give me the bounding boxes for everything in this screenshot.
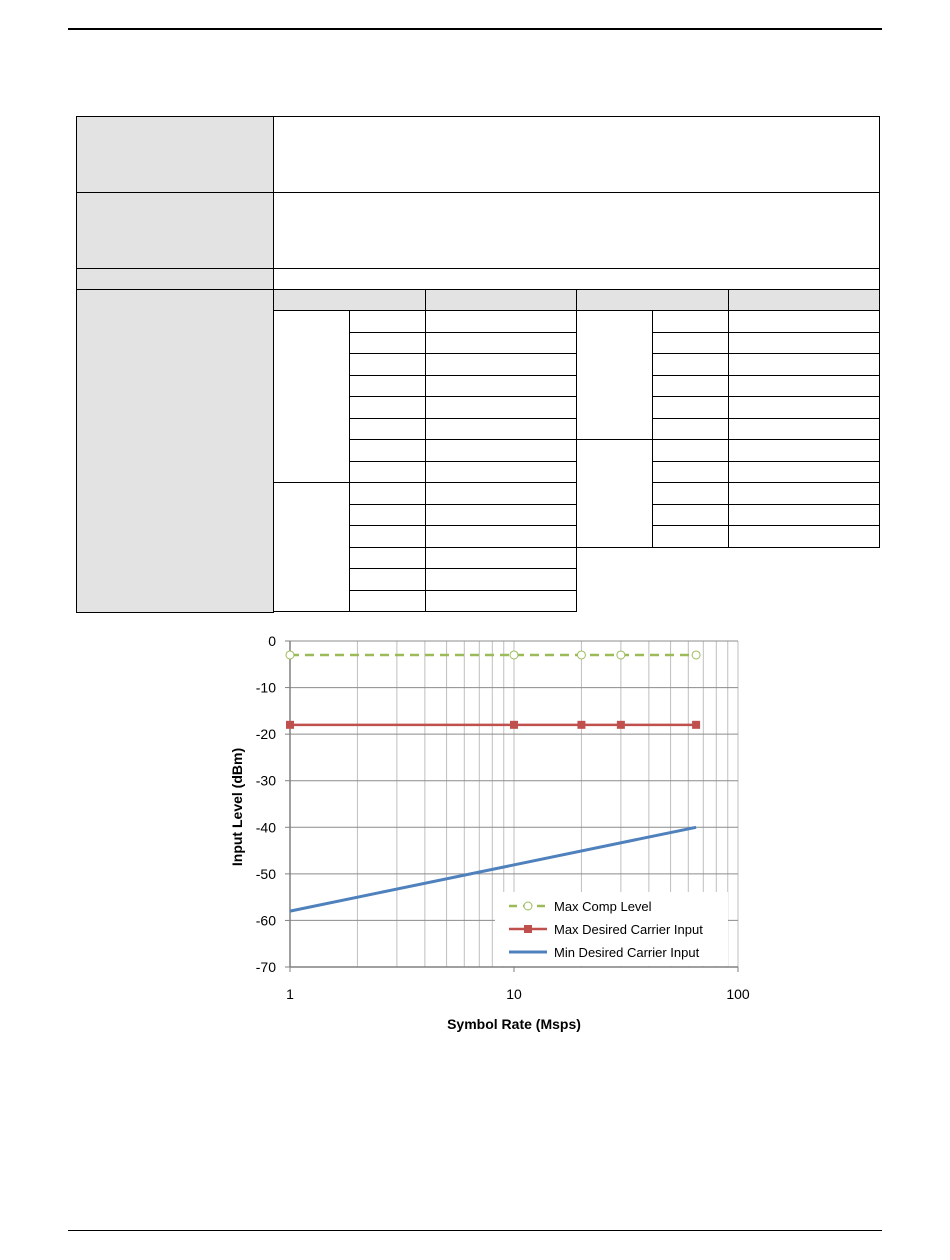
subtable-cell bbox=[349, 311, 425, 333]
spec-label-cell bbox=[77, 117, 274, 193]
x-tick-label: 10 bbox=[506, 986, 522, 1002]
subtable-header bbox=[425, 290, 576, 311]
subtable-cell bbox=[652, 397, 728, 419]
subtable-cell bbox=[728, 311, 879, 333]
subtable-cell bbox=[652, 311, 728, 333]
subtable-cell bbox=[728, 332, 879, 354]
subtable-cell bbox=[349, 461, 425, 483]
y-tick-label: -50 bbox=[255, 865, 276, 882]
group-cell bbox=[274, 311, 349, 483]
data-point bbox=[286, 721, 294, 729]
y-tick-label: -30 bbox=[255, 772, 276, 789]
legend-label: Max Comp Level bbox=[554, 899, 652, 914]
subtable-cell bbox=[652, 483, 728, 505]
y-tick-label: -20 bbox=[255, 726, 276, 743]
spec-label-cell bbox=[77, 193, 274, 269]
subtable-cell bbox=[652, 504, 728, 526]
subtable-cell bbox=[349, 547, 425, 569]
subtable-cell bbox=[652, 461, 728, 483]
spec-value-cell bbox=[274, 193, 880, 269]
header-rule bbox=[68, 28, 882, 30]
subtable-cell bbox=[425, 418, 576, 440]
subtable-cell bbox=[728, 418, 879, 440]
subtable-cell bbox=[728, 354, 879, 376]
data-point bbox=[577, 651, 585, 659]
subtable-cell bbox=[425, 504, 576, 526]
subtable-cell bbox=[652, 332, 728, 354]
legend-label: Min Desired Carrier Input bbox=[554, 945, 700, 960]
subtable-cell bbox=[349, 354, 425, 376]
subtable-cell bbox=[349, 375, 425, 397]
subtable-cell bbox=[728, 483, 879, 505]
spec-value-cell bbox=[274, 117, 880, 193]
y-tick-label: -70 bbox=[255, 959, 276, 975]
level-subtable bbox=[274, 290, 880, 612]
footer-rule bbox=[68, 1230, 882, 1231]
x-tick-label: 100 bbox=[726, 986, 750, 1002]
data-point bbox=[617, 651, 625, 659]
data-point bbox=[692, 721, 700, 729]
subtable-cell bbox=[425, 461, 576, 483]
subtable-cell bbox=[728, 461, 879, 483]
subtable-cell bbox=[652, 418, 728, 440]
subtable-cell bbox=[349, 504, 425, 526]
subtable-cell bbox=[425, 397, 576, 419]
data-point bbox=[577, 721, 585, 729]
level-subtable-cell bbox=[274, 290, 880, 613]
y-tick-label: -40 bbox=[255, 819, 276, 836]
x-tick-label: 1 bbox=[286, 986, 294, 1002]
data-point bbox=[286, 651, 294, 659]
spec-label-cell bbox=[77, 269, 274, 290]
subtable-cell bbox=[349, 569, 425, 591]
group-cell bbox=[576, 440, 652, 548]
subtable-cell bbox=[349, 440, 425, 462]
subtable-cell bbox=[425, 440, 576, 462]
subtable-cell bbox=[349, 418, 425, 440]
data-point bbox=[510, 721, 518, 729]
subtable-cell bbox=[425, 547, 576, 569]
subtable-cell bbox=[425, 483, 576, 505]
y-tick-label: 0 bbox=[268, 633, 276, 649]
group-cell bbox=[274, 483, 349, 612]
legend-marker bbox=[524, 902, 532, 910]
legend-label: Max Desired Carrier Input bbox=[554, 922, 703, 937]
subtable-cell bbox=[728, 526, 879, 548]
x-axis-label: Symbol Rate (Msps) bbox=[447, 1016, 581, 1032]
data-point bbox=[617, 721, 625, 729]
y-tick-label: -60 bbox=[255, 912, 276, 929]
subtable-header bbox=[728, 290, 879, 311]
spec-label-cell bbox=[77, 290, 274, 613]
subtable-cell bbox=[349, 483, 425, 505]
group-cell bbox=[576, 311, 652, 440]
subtable-cell bbox=[349, 397, 425, 419]
y-axis-label: Input Level (dBm) bbox=[229, 747, 245, 867]
subtable-cell bbox=[349, 526, 425, 548]
chart-legend bbox=[495, 892, 728, 966]
subtable-cell bbox=[728, 397, 879, 419]
input-level-chart bbox=[0, 620, 950, 1040]
subtable-cell bbox=[652, 526, 728, 548]
subtable-cell bbox=[728, 440, 879, 462]
subtable-cell bbox=[652, 375, 728, 397]
spec-table bbox=[76, 116, 880, 613]
subtable-cell bbox=[728, 375, 879, 397]
subtable-cell bbox=[728, 504, 879, 526]
subtable-cell bbox=[425, 375, 576, 397]
subtable-cell bbox=[425, 526, 576, 548]
subtable-cell bbox=[349, 332, 425, 354]
subtable-cell bbox=[425, 332, 576, 354]
data-point bbox=[692, 651, 700, 659]
subtable-cell bbox=[425, 354, 576, 376]
subtable-header bbox=[576, 290, 728, 311]
y-tick-label: -10 bbox=[255, 679, 276, 696]
subtable-cell bbox=[652, 354, 728, 376]
subtable-cell bbox=[652, 440, 728, 462]
subtable-cell bbox=[425, 569, 576, 591]
legend-marker bbox=[524, 925, 532, 933]
subtable-cell bbox=[425, 590, 576, 612]
subtable-cell bbox=[425, 311, 576, 333]
subtable-header bbox=[274, 290, 425, 311]
subtable-cell bbox=[349, 590, 425, 612]
spec-value-cell bbox=[274, 269, 880, 290]
data-point bbox=[510, 651, 518, 659]
